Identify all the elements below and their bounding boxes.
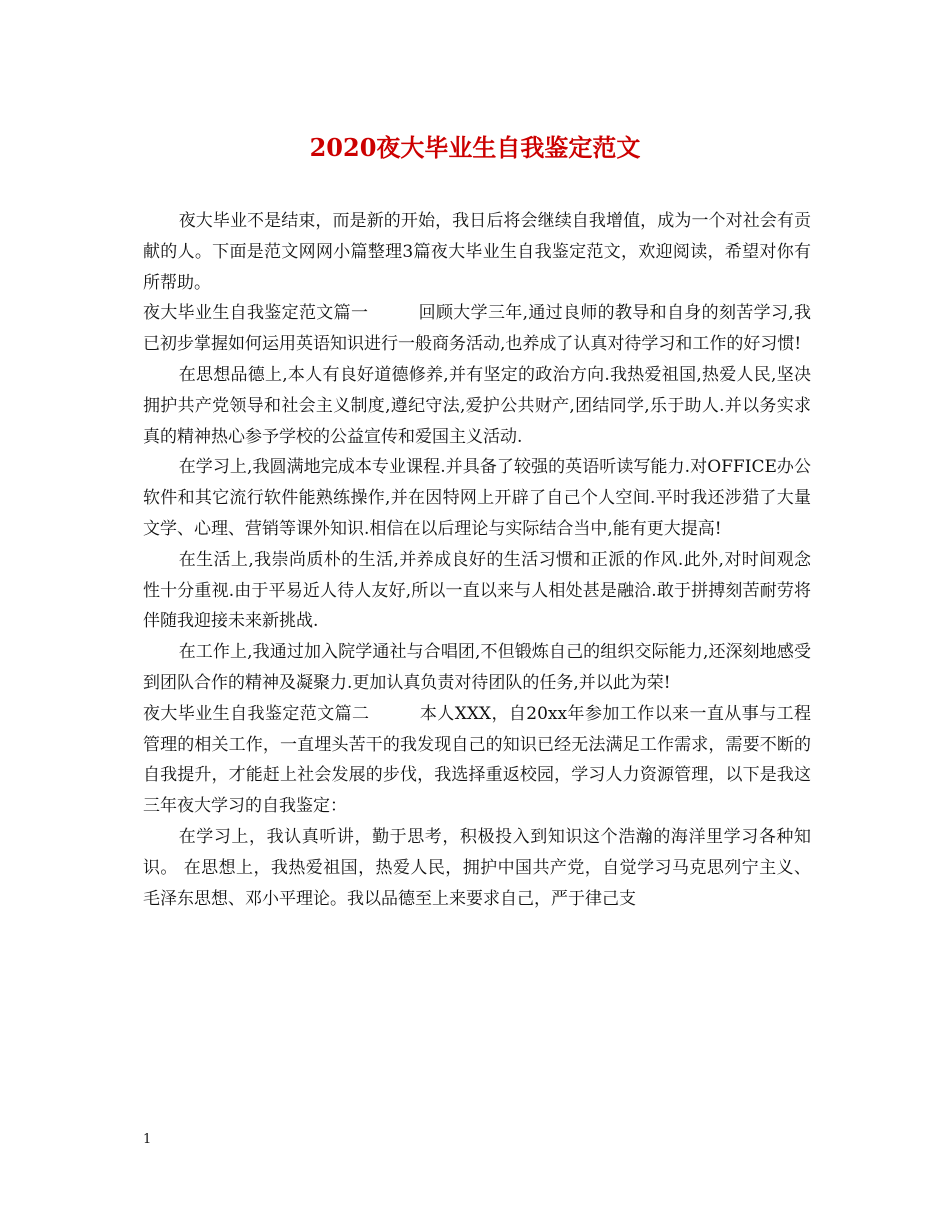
document-title: 2020夜大毕业生自我鉴定范文 bbox=[309, 133, 641, 162]
work-paragraph: 在工作上,我通过加入院学通社与合唱团,不但锻炼自己的组织交际能力,还深刻地感受到团队合作的精神及凝聚力.更加认真负责对待团队的任务,并以此为荣! bbox=[143, 642, 811, 693]
study-thought-paragraph: 在学习上，我认真听讲，勤于思考，积极投入到知识这个浩瀚的海洋里学习各种知识。 在思想上，我热爱祖国，热爱人民，拥护中国共产党，自觉学习马克思列宁主义、毛泽东思想、邓小平理论。我以品德至上来要求自己，严于律己支 bbox=[143, 826, 811, 909]
life-paragraph: 在生活上,我崇尚质朴的生活,并养成良好的生活习惯和正派的作风.此外,对时间观念性十分重视.由于平易近人待人友好,所以一直以来与人相处甚是融洽.敢于拼搏刻苦耐劳将伴随我迎接未来新挑战. bbox=[143, 549, 811, 632]
section-two-heading: 夜大毕业生自我鉴定范文篇二 bbox=[143, 703, 370, 724]
intro-paragraph: 夜大毕业不是结束，而是新的开始，我日后将会继续自我增值，成为一个对社会有贡献的人。下面是范文网网小篇整理3篇夜大毕业生自我鉴定范文，欢迎阅读，希望对你有所帮助。 bbox=[143, 211, 811, 293]
section-two-paragraph bbox=[143, 699, 811, 822]
section-one-paragraph bbox=[143, 298, 811, 360]
page-number: 1 bbox=[143, 1132, 152, 1147]
section-one-text: 回顾大学三年,通过良师的教导和自身的刻苦学习,我已初步掌握如何运用英语知识进行一般商务活动,也养成了认真对待学习和工作的好习惯! bbox=[143, 303, 812, 355]
document-body bbox=[143, 206, 811, 914]
morality-paragraph: 在思想品德上,本人有良好道德修养,并有坚定的政治方向.我热爱祖国,热爱人民,坚决拥护共产党领导和社会主义制度,遵纪守法,爱护公共财产,团结同学,乐于助人.并以务实求真的精神热心参予学校的公益宣传和爱国主义活动. bbox=[143, 364, 811, 447]
section-two-text: 本人XXX，自20xx年参加工作以来一直从事与工程管理的相关工作，一直埋头苦干的我发现自己的知识已经无法满足工作需求，需要不断的自我提升，才能赶上社会发展的步伐，我选择重返校园，学习人力资源管理，以下是我这三年夜大学习的自我鉴定： bbox=[143, 703, 811, 817]
section-one-heading: 夜大毕业生自我鉴定范文篇一 bbox=[143, 303, 369, 324]
study-paragraph: 在学习上,我圆满地完成本专业课程.并具备了较强的英语听读写能力.对OFFICE办公软件和其它流行软件能熟练操作,并在因特网上开辟了自己个人空间.平时我还涉猎了大量文学、心理、营销等课外知识.相信在以后理论与实际结合当中,能有更大提高! bbox=[143, 457, 811, 539]
